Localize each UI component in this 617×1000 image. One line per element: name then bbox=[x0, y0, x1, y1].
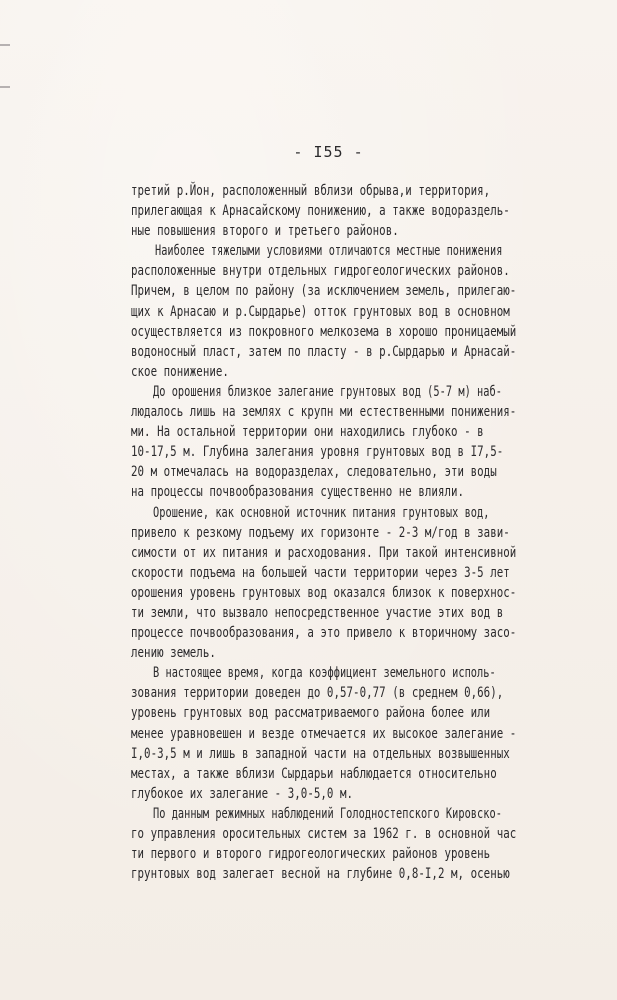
text-line: расположенные внутри отдельных гидрогеологических районов. bbox=[131, 263, 510, 280]
text-line: Причем, в целом по району (за исключением земель, прилегаю- bbox=[131, 283, 517, 300]
text-line: орошения уровень грунтовых вод оказался близок к поверхнос- bbox=[131, 584, 517, 601]
text-line: скорости подъема на большей части территории через 3-5 лет bbox=[131, 564, 510, 581]
text-line: зования территории доведен до 0,57-0,77 (в среднем 0,66), bbox=[131, 685, 504, 702]
text-line: лению земель. bbox=[131, 645, 216, 662]
text-line: ти первого и второго гидрогеологических районов уровень bbox=[131, 846, 491, 863]
text-line: I,0-3,5 м и лишь в западной части на отдельных возвышенных bbox=[131, 745, 510, 762]
binding-mark bbox=[0, 86, 10, 88]
text-line: Орошение, как основной источник питания грунтовых вод, bbox=[153, 504, 490, 521]
text-line: глубокое их залегание - 3,0-5,0 м. bbox=[131, 785, 354, 802]
text-line: ти земли, что вызвало непосредственное участие этих вод в bbox=[131, 604, 504, 621]
text-line: осуществляется из покровного мелкозема в хорошо проницаемый bbox=[131, 323, 517, 340]
text-line: грунтовых вод залегает весной на глубине 0,8-I,2 м, осенью bbox=[131, 866, 510, 883]
text-line: 20 м отмечалась на водоразделах, следовательно, эти воды bbox=[131, 464, 497, 481]
text-line: третий р.Йон, расположенный вблизи обрыва,и территория, bbox=[131, 183, 491, 199]
page-number: - I55 - bbox=[293, 143, 364, 161]
binding-mark bbox=[0, 44, 10, 46]
text-line: В настоящее время, когда коэффициент земельного исполь- bbox=[153, 665, 496, 682]
text-line: процессе почвообразования, а это привело к вторичному засо- bbox=[131, 625, 517, 642]
text-line: щих к Арнасаю и р.Сырдарье) отток грунтовых вод в основном bbox=[131, 303, 510, 320]
text-line: привело к резкому подъему их горизонте - 2-3 м/год в зави- bbox=[131, 524, 510, 541]
text-line: водоносный пласт, затем по пласту - в р.Сырдарью и Арнасай- bbox=[131, 343, 517, 360]
text-line: уровень грунтовых вод рассматриваемого района более или bbox=[131, 705, 491, 722]
text-line: ные повышения второго и третьего районов. bbox=[131, 223, 399, 240]
text-line: По данным режимных наблюдений Голодностепского Кировско- bbox=[153, 805, 502, 822]
text-line: местах, а также вблизи Сырдарьи наблюдается относительно bbox=[131, 765, 497, 782]
text-line: ми. На остальной территории они находились глубоко - в bbox=[131, 424, 484, 441]
text-line: прилегающая к Арнасайскому понижению, а также водораздель- bbox=[131, 203, 510, 220]
text-line: людалось лишь на землях с крупн ми естественными понижения- bbox=[131, 404, 517, 421]
text-line: симости от их питания и расходования. При такой интенсивной bbox=[131, 544, 517, 561]
body-text bbox=[0, 181, 617, 884]
text-line: 10-17,5 м. Глубина залегания уровня грунтовых вод в I7,5- bbox=[131, 444, 504, 461]
text-line: Наиболее тяжелыми условиями отличаются местные понижения bbox=[155, 243, 503, 260]
text-line: До орошения близкое залегание грунтовых вод (5-7 м) наб- bbox=[153, 383, 502, 400]
text-line: менее уравновешен и везде отмечается их высокое залегание - bbox=[131, 725, 517, 742]
text-line: на процессы почвообразования существенно не влияли. bbox=[131, 484, 465, 501]
text-line: ское понижение. bbox=[131, 363, 229, 380]
text-line: го управления оросительных систем за 1962 г. в основной час bbox=[131, 826, 517, 842]
